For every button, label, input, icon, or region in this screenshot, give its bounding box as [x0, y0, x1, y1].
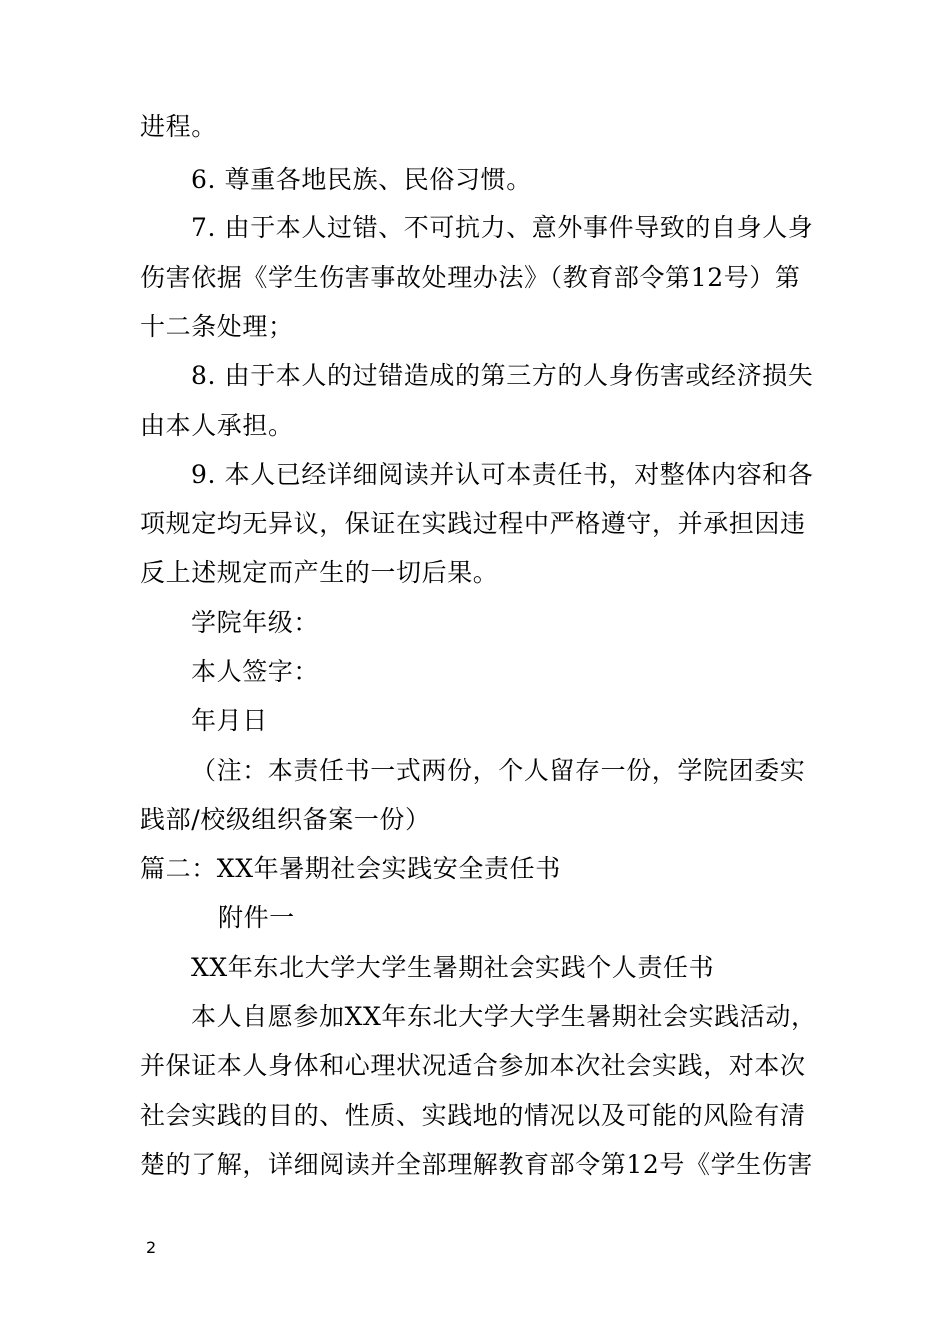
- text-line: （注：本责任书一式两份，个人留存一份，学院团委实: [191, 756, 806, 785]
- text-line: 并保证本人身体和心理状况适合参加本次社会实践，对本次: [140, 1051, 806, 1080]
- text-line: 本人签字：: [191, 657, 320, 686]
- text-line: 附件一: [218, 903, 295, 932]
- text-line: 由本人承担。: [140, 411, 294, 440]
- text-line: 十二条处理；: [140, 312, 294, 341]
- text-line: 进程。: [140, 112, 217, 141]
- text-line: 项规定均无异议，保证在实践过程中严格遵守，并承担因违: [140, 509, 806, 538]
- text-line: 8. 由于本人的过错造成的第三方的人身伤害或经济损失: [191, 361, 814, 390]
- text-line: 伤害依据《学生伤害事故处理办法》（教育部令第12号）第: [140, 263, 801, 292]
- text-line: 楚的了解，详细阅读并全部理解教育部令第12号《学生伤害: [140, 1150, 814, 1179]
- text-line: 践部/校级组织备案一份）: [140, 805, 431, 834]
- text-line: 年月日: [191, 706, 268, 735]
- text-line: 社会实践的目的、性质、实践地的情况以及可能的风险有清: [140, 1101, 806, 1130]
- text-line: 本人自愿参加XX年东北大学大学生暑期社会实践活动，: [191, 1002, 817, 1031]
- text-line: 7. 由于本人过错、不可抗力、意外事件导致的自身人身: [191, 213, 814, 242]
- section-heading: 篇二：XX年暑期社会实践安全责任书: [140, 854, 561, 883]
- text-line: 学院年级：: [191, 608, 320, 637]
- text-line: 6. 尊重各地民族、民俗习惯。: [191, 165, 532, 194]
- text-line: 9. 本人已经详细阅读并认可本责任书，对整体内容和各: [191, 460, 814, 489]
- page-number: 2: [146, 1238, 157, 1257]
- text-line: XX年东北大学大学生暑期社会实践个人责任书: [191, 953, 715, 982]
- text-line: 反上述规定而产生的一切后果。: [140, 558, 499, 587]
